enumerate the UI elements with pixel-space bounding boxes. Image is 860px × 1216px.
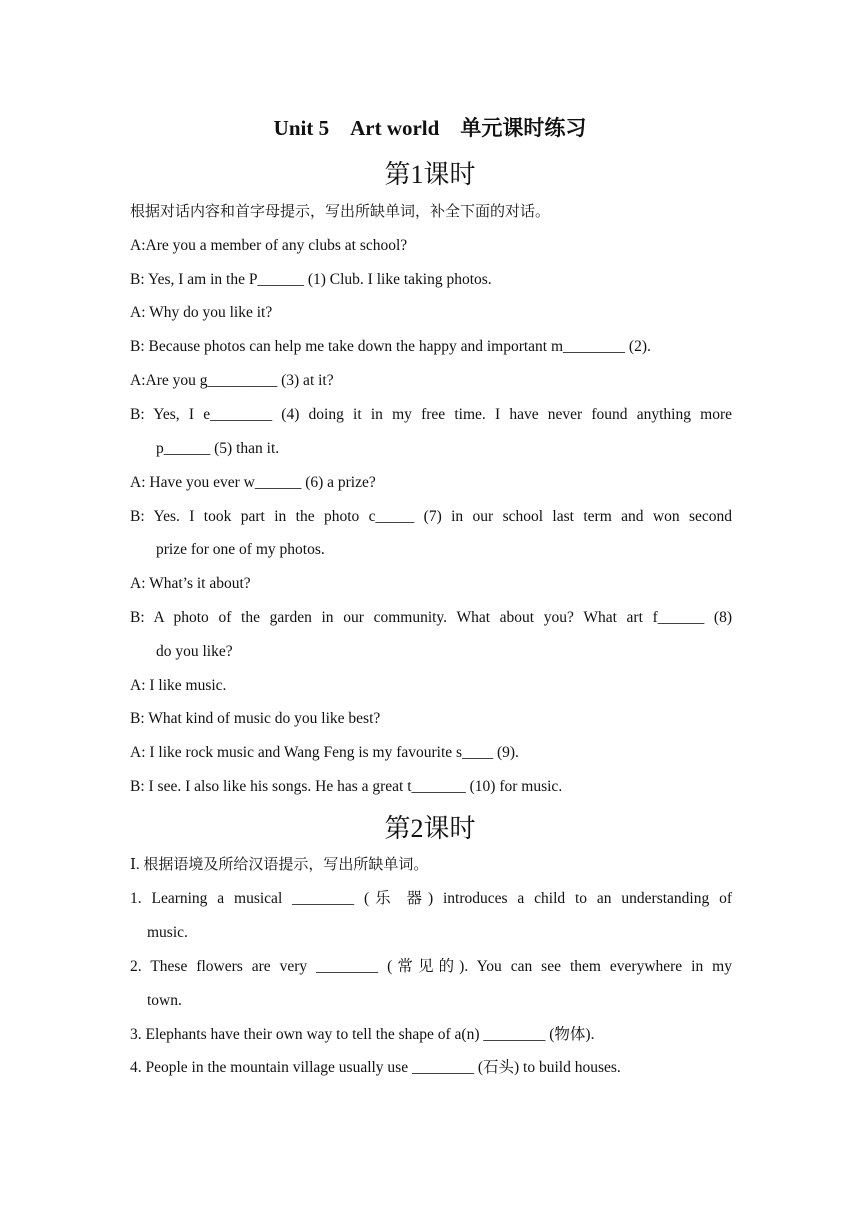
lesson2-part-instruction: Ⅰ. 根据语境及所给汉语提示，写出所缺单词。 (130, 857, 429, 873)
dialogue-line: A:Are you a member of any clubs at school? (130, 237, 408, 254)
exercise-item: 4. People in the mountain village usually use ________ (石头) to build houses. (130, 1059, 621, 1076)
dialogue-line: A: What’s it about? (130, 575, 251, 592)
dialogue-line: B: Yes, I e________ (4) doing it in my free time. I have never found anything more (130, 406, 732, 423)
exercise-item: 3. Elephants have their own way to tell the shape of a(n) ________ (物体). (130, 1026, 595, 1043)
dialogue-line: B: What kind of music do you like best? (130, 710, 381, 727)
dialogue-line: B: Yes, I am in the P______ (1) Club. I like taking photos. (130, 271, 492, 288)
dialogue-line: A: Why do you like it? (130, 304, 273, 321)
exercise-item-continued: music. (147, 924, 188, 941)
dialogue-line-continued: p______ (5) than it. (156, 440, 280, 457)
dialogue-line: A: I like rock music and Wang Feng is my favourite s____ (9). (130, 744, 519, 761)
dialogue-line-continued: prize for one of my photos. (156, 541, 325, 558)
dialogue-line: A: I like music. (130, 677, 227, 694)
exercise-item: 1. Learning a musical ________ (乐 器) introduces a child to an understanding of (130, 890, 732, 907)
dialogue-line: A: Have you ever w______ (6) a prize? (130, 474, 376, 491)
dialogue-line: B: Because photos can help me take down the happy and important m________ (2). (130, 338, 651, 355)
dialogue-line: B: A photo of the garden in our community. What about you? What art f______ (8) (130, 609, 732, 626)
page-title: Unit 5 Art world 单元课时练习 (273, 116, 587, 140)
dialogue-line: B: I see. I also like his songs. He has a great t_______ (10) for music. (130, 778, 563, 795)
lesson1-instruction: 根据对话内容和首字母提示，写出所缺单词，补全下面的对话。 (130, 204, 551, 220)
exercise-item-continued: town. (147, 992, 182, 1009)
lesson1-heading: 第1课时 (384, 160, 476, 189)
lesson2-heading: 第2课时 (384, 814, 476, 843)
dialogue-line-continued: do you like? (156, 643, 233, 660)
dialogue-line: B: Yes. I took part in the photo c_____ (7) in our school last term and won second (130, 508, 732, 525)
dialogue-line: A:Are you g_________ (3) at it? (130, 372, 334, 389)
exercise-item: 2. These flowers are very ________ (常见的). You can see them everywhere in my (130, 958, 732, 975)
